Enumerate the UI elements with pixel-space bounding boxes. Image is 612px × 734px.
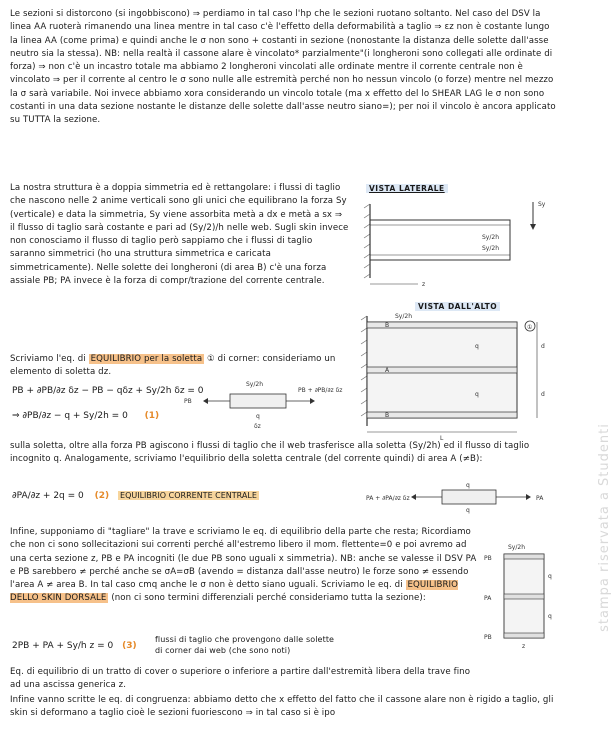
side-view-drawing bbox=[358, 192, 558, 292]
side-view-figure bbox=[358, 182, 558, 292]
element-b-drawing bbox=[178, 372, 350, 432]
equation-1-tag: (1) bbox=[144, 411, 160, 421]
equation-3-note-line-2: di corner dai web (che sono noti) bbox=[155, 646, 291, 655]
element-b-right-force: PB + ∂PB/∂z δz bbox=[298, 387, 343, 394]
corner-eq-intro: Scriviamo l'eq. di bbox=[10, 354, 86, 364]
cut-view-figure bbox=[480, 540, 565, 650]
top-flow-label: Sy/2h bbox=[395, 313, 413, 320]
element-a-q-top: q bbox=[466, 482, 470, 489]
cut-q-lower: q bbox=[548, 613, 552, 620]
paragraph-compatibility: Infine vanno scritte le eq. di congruenza: abbiamo detto che x effetto del fatto che il cassone alare non è rigido a taglio, gli skin si deformano a taglio cioè le sezioni fuoriescono ⇒ in tal caso si è ipo bbox=[10, 695, 554, 719]
paragraph-skin-equilibrium bbox=[10, 526, 480, 606]
top-view-title: VISTA DALL'ALTO bbox=[415, 302, 500, 311]
equation-3-note-line-1: flussi di taglio che provengono dalle solette bbox=[155, 635, 335, 644]
equation-1-line-2 bbox=[12, 410, 159, 422]
top-d-lower: d bbox=[541, 391, 545, 398]
skin-eq-rest: (non ci sono termini differenziali perché consideriamo tutta la sezione): bbox=[111, 593, 426, 604]
top-view-drawing bbox=[355, 308, 560, 443]
paragraph-structure: La nostra struttura è a doppia simmetria ed è rettangolare: i flussi di taglio che nascono nelle 2 anime verticali sono gli unici che equilibrano la forza Sy (verticale) e data la simmetria, Sy viene assorbita metà a dx e metà a sx ⇒ il flusso di taglio sarà costante e pari ad (Sy/2)/h nelle web. Sugli skin invece non conosciamo il flusso di taglio però sappiamo che i flussi di taglio saranno simmetrici (ho una struttura simmetrica e caricata simmetricamente). Nelle solette dei longheroni (di area B) c'è una forza assiale PB; PA invece è la forza di compr/trazione del corrente centrale. bbox=[10, 183, 349, 287]
element-b-dz: δz bbox=[254, 423, 261, 430]
corner-eq-highlight: EQUILIBRIO per la soletta bbox=[90, 354, 203, 364]
top-length-label: L bbox=[440, 435, 444, 442]
equation-1-line-1: PB + ∂PB/∂z δz − PB − qδz + Sy/2h δz = 0 bbox=[12, 386, 204, 396]
equation-3-note bbox=[155, 634, 415, 656]
element-b-q: q bbox=[256, 413, 260, 420]
top-b-upper: B bbox=[385, 322, 390, 329]
element-b-web-flow: Sy/2h bbox=[246, 381, 264, 388]
top-q-upper: q bbox=[475, 343, 479, 350]
element-b-left-force: PB bbox=[184, 398, 192, 405]
top-a-center: A bbox=[385, 367, 390, 374]
top-view-figure bbox=[355, 300, 560, 440]
cut-pa: PA bbox=[484, 595, 492, 602]
cut-z-label: z bbox=[522, 643, 526, 650]
top-corner-tag: ① bbox=[527, 324, 533, 331]
element-a-drawing bbox=[356, 478, 561, 518]
element-a-figure bbox=[356, 478, 561, 518]
equation-2-expr: ∂PA/∂z + 2q = 0 bbox=[12, 491, 84, 501]
equation-3 bbox=[12, 640, 137, 652]
corner-eq-rest: ① di corner: consideriamo un elemento di soletta dz. bbox=[10, 354, 336, 378]
top-b-lower: B bbox=[385, 412, 390, 419]
equation-3-expr: 2PB + PA + Sy/h z = 0 bbox=[12, 641, 114, 651]
top-q-lower: q bbox=[475, 391, 479, 398]
cut-view-drawing bbox=[480, 540, 565, 650]
side-sy-label: Sy bbox=[538, 201, 546, 208]
side-view-title: VISTA LATERALE bbox=[366, 184, 448, 193]
cut-pb-bottom: PB bbox=[484, 634, 492, 641]
side-flow-lower: Sy/2h bbox=[482, 245, 500, 252]
paragraph-cover-equilibrium: Eq. di equilibrio di un tratto di cover o superiore o inferiore a partire dall'estremità libera della trave fino ad una ascissa generica z. bbox=[10, 667, 471, 691]
element-a-left-force: PA + ∂PA/∂z δz bbox=[366, 495, 410, 502]
element-a-right-force: PA bbox=[536, 495, 544, 502]
top-d-upper: d bbox=[541, 343, 545, 350]
cut-flow-label: Sy/2h bbox=[508, 544, 526, 551]
paragraph-center-stringer: sulla soletta, oltre alla forza PB agiscono i flussi di taglio che il web trasferisce alla soletta (Sy/2h) ed il flusso di taglio incognito q. Analogamente, scriviamo l'equilibrio della soletta centrale (del corrente quindi) di area A (≠B): bbox=[10, 441, 530, 465]
element-b-figure bbox=[178, 372, 350, 432]
skin-eq-text: Infine, supponiamo di "tagliare" la trave e scriviamo le eq. di equilibrio della parte che resta; Ricordiamo che non ci sono sollecitazioni sui correnti perché all'estremo libero il mom. flettente=0 e poi avremo ad una certa sezione z, PB e PA incogniti (le due PB sono uguali x simmetria). NB: anche se valesse il DSV PA e PB sarebbero ≠ perché anche se σA=σB (avendo = distanza dall'asse neutro) le forze sono ≠ essendo l'area A ≠ area B. In tal caso cmq anche le σ non è detto siano uguali. Scriviamo le eq. di bbox=[10, 527, 477, 591]
side-flow-upper: Sy/2h bbox=[482, 234, 500, 241]
cut-pb-top: PB bbox=[484, 555, 492, 562]
side-z-label: z bbox=[422, 281, 426, 288]
equation-2-tag: (2) bbox=[94, 491, 110, 501]
cut-q-upper: q bbox=[548, 573, 552, 580]
watermark: stampa riservata a Studenti bbox=[597, 423, 612, 632]
equation-3-tag: (3) bbox=[122, 641, 137, 651]
equation-2-label: EQUILIBRIO CORRENTE CENTRALE bbox=[120, 491, 257, 500]
element-a-q-bottom: q bbox=[466, 507, 470, 514]
equation-2 bbox=[12, 490, 259, 502]
paragraph-intro: Le sezioni si distorcono (si ingobbiscono) ⇒ perdiamo in tal caso l'hp che le sezioni ruotano soltanto. Nel caso del DSV la linea AA ruoterà rimanendo una linea mentre in tal caso c'è l'effetto della deformabilità a taglio ⇒ εz non è costante lungo la linea AA (come prima) e quindi anche le σ non sono + costanti in sezione (nonostante la distanza delle solette dall'asse neutro sia la stessa). NB: nella realtà il cassone alare è vincolato* parzialmente"(i longheroni sono collegati alle ordinate di forza) ⇒ non c'è un incastro totale ma abbiamo 2 longheroni vincolati alle ordinate mentre il corrente centrale non è vincolato ⇒ per il corrente al centro le σ sono nulle alle estremità perché non ho nessun vincolo (o forze) mentre nel mezzo la σ sarà variabile. Noi invece abbiamo xora considerando un vincolo totale (ma x effetto del lo SHEAR LAG le σ non sono costanti in una data sezione nostante le distanze delle solette dall'asse neutro siano=); per noi il vincolo è ancora applicato su TUTTA la sezione. bbox=[10, 9, 556, 126]
equation-1-expr: ⇒ ∂PB/∂z − q + Sy/2h = 0 bbox=[12, 411, 128, 421]
skin-eq-highlight: EQUILIBRIO DELLO SKIN DORSALE bbox=[10, 580, 459, 604]
